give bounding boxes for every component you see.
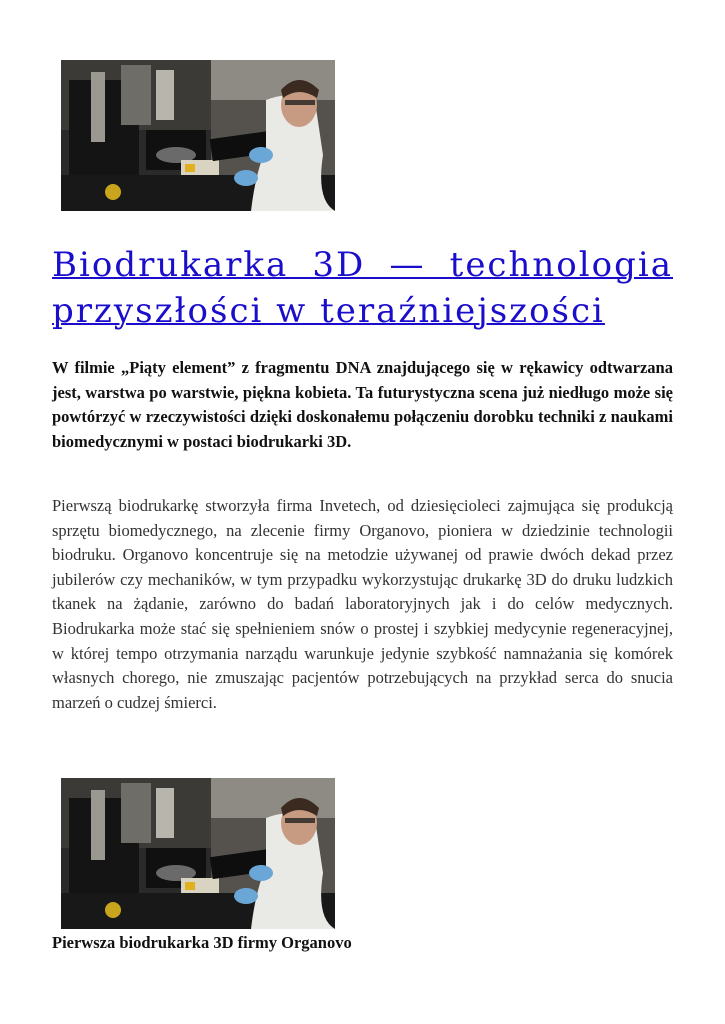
title-line-1[interactable]: Biodrukarka 3D — technologia (52, 245, 673, 285)
article-lead: W filmie „Piąty element” z fragmentu DNA znajdującego się w rękawicy odtwarzana jest, warstwa po warstwie, piękna kobieta. Ta futurystyczna scena już niedługo może się powtórzyć w rzeczywistości dzięki doskonałemu połączeniu dorobku techniki z naukami biomedycznymi w postaci biodrukarki 3D. (52, 358, 673, 451)
article-title-link[interactable] (52, 242, 673, 334)
photo-caption: Pierwsza biodrukarka 3D firmy Organovo (52, 933, 352, 952)
article-photo-bottom (61, 778, 335, 929)
title-line-2[interactable]: przyszłości w teraźniejszości (52, 291, 605, 331)
article-photo-top (61, 60, 335, 211)
article-body: Pierwszą biodrukarkę stworzyła firma Invetech, od dziesięcioleci zajmująca się produkcją sprzętu biomedycznego, na zlecenie firmy Organovo, pioniera w dziedzinie technologii biodruku. Organovo koncentruje się na metodzie używanej od prawie dwóch dekad przez jubilerów czy mechaników, w tym przypadku wykorzystując drukarkę 3D do druku ludzkich tkanek na żądanie, zarówno do badań laboratoryjnych jak i do celów medycznych. Biodrukarka może stać się spełnieniem snów o prostej i szybkiej medycynie regeneracyjnej, w której tempo otrzymania narządu warunkuje jedynie szybkość namnażania się komórek własnych chorego, nie zmuszając pacjentów potrzebujących na przykład serca do snucia marzeń o cudzej śmierci. (52, 496, 673, 712)
